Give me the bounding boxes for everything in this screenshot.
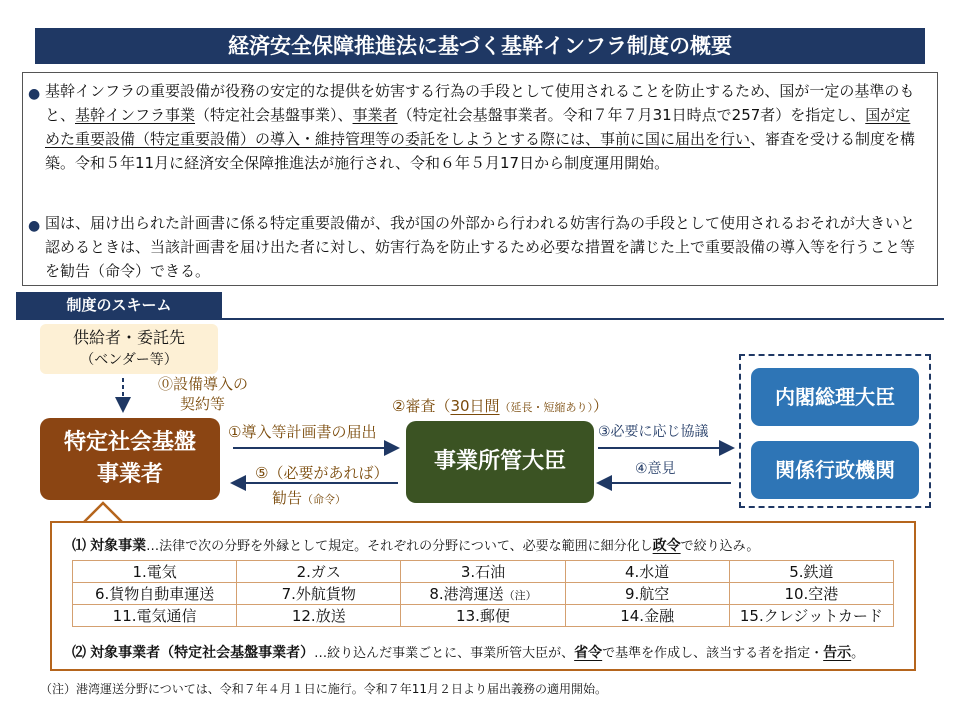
heading-2-underline-2: 告示 (823, 645, 852, 661)
table-cell: 1.電気 (73, 561, 237, 583)
scheme-label: 制度のスキーム (16, 292, 222, 318)
footnote: （注）港湾運送分野については、令和７年４月１日に施行。令和７年11月２日より届出義務の適用開始。 (40, 682, 608, 696)
table-cell: 6.貨物自動車運送 (73, 583, 237, 605)
step5-recommend: 勧告 (272, 489, 303, 507)
table-cell: 11.電気通信 (73, 605, 237, 627)
heading-2-text-end: 。 (851, 646, 865, 661)
table-row (73, 583, 894, 605)
summary-underline-text: 基幹インフラ事業 (75, 106, 196, 124)
operator-line1: 特定社会基盤 (63, 430, 196, 455)
summary-text: 基幹インフラの重要設備が役務の安定的な提供を妨害する行為の手段として使用されることを防止するため、国が一定の基準のもと、 (45, 82, 915, 124)
operator-box (40, 418, 220, 500)
table-cell: 15.クレジットカード (729, 605, 893, 627)
table-cell: 12.放送 (237, 605, 401, 627)
step5-label-line1: ⑤（必要があれば） (255, 464, 389, 482)
heading-1-title: 対象事業 (90, 538, 147, 554)
table-cell: 14.金融 (565, 605, 729, 627)
summary-underline-text: 事業者 (352, 106, 398, 124)
summary-underline-text: 国が定めた重要設備（特定重要設備）の導入・維持管理等の委託をしようとする際には、事前に国に届出を行い (45, 106, 911, 148)
contract-label-line1: ⓪設備導入の (158, 375, 249, 393)
heading-1-text: …法律で次の分野を外縁として規定。それぞれの分野について、必要な範囲に細分化し (146, 539, 653, 554)
heading-1-underline: 政令 (652, 538, 681, 554)
summary-text: 国は、届け出られた計画書に係る特定重要設備が、我が国の外部から行われる妨害行為の手段として使用されるおそれが大きいと認めるときは、当該計画書を届け出た者に対し、妨害行為を防止するため必要な措置を講じた上で重要設備の導入等を行うこと等を勧告（命令）できる。 (45, 214, 916, 280)
table-cell: 2.ガス (237, 561, 401, 583)
heading-2-num: ⑵ (72, 645, 86, 661)
targets-heading-2 (72, 642, 864, 662)
table-cell-port (401, 583, 565, 605)
step2-prefix: ②審査（ (392, 397, 451, 415)
summary-text: 、審査を受ける制度を構築。令和５年11月に経済安全保障推進法が施行され、令和６年５月17日から制度運用開始。 (45, 130, 916, 172)
table-cell: 9.航空 (565, 583, 729, 605)
contract-label-line2: 契約等 (180, 395, 226, 413)
summary-text: （特定社会基盤事業）、 (195, 106, 353, 124)
heading-2-text-mid: で基準を作成し、該当する者を指定・ (602, 646, 824, 661)
summary-text: （特定社会基盤事業者。令和７年７月31日時点で257者）を指定し、 (397, 106, 866, 124)
heading-1-num: ⑴ (72, 538, 86, 554)
bullet-icon: ● (28, 86, 41, 102)
step5-label-line2 (272, 487, 346, 508)
table-row (73, 605, 894, 627)
page-title: 経済安全保障推進法に基づく基幹インフラ制度の概要 (35, 28, 925, 64)
operator-line2: 事業者 (96, 462, 163, 487)
step4-label: ④意見 (635, 461, 676, 477)
step3-label: ③必要に応じ協議 (598, 424, 709, 440)
port-note-mark: （注） (503, 589, 537, 602)
table-cell: 7.外航貨物 (237, 583, 401, 605)
table-cell: 13.郵便 (401, 605, 565, 627)
step2-note: （延長・短縮あり） (499, 401, 594, 414)
step1-label: ①導入等計画書の届出 (228, 423, 377, 441)
heading-2-underline-1: 省令 (574, 645, 603, 661)
prime-minister-box: 内閣総理大臣 (751, 368, 919, 426)
heading-2-text: …絞り込んだ事業ごとに、事業所管大臣が、 (314, 646, 575, 661)
bullet-icon: ● (28, 218, 41, 234)
step2-label (392, 395, 608, 416)
table-cell: 3.石油 (401, 561, 565, 583)
table-cell: 5.鉄道 (729, 561, 893, 583)
vendor-subtitle: （ベンダー等） (80, 352, 178, 368)
step5-order: （命令） (302, 493, 347, 506)
table-cell: 10.空港 (729, 583, 893, 605)
targets-heading-1 (72, 535, 759, 555)
fields-table (72, 560, 894, 627)
step2-suffix: ） (593, 397, 609, 415)
table-row (73, 561, 894, 583)
heading-2-title: 対象事業者 (90, 645, 161, 661)
table-cell: 4.水道 (565, 561, 729, 583)
vendor-title: 供給者・委託先 (72, 328, 185, 347)
targets-box (50, 521, 916, 671)
contract-label (158, 374, 248, 414)
step2-days: 30日間 (450, 397, 500, 415)
heading-1-text-end: で絞り込み。 (680, 539, 760, 554)
agencies-box: 関係行政機関 (751, 441, 919, 499)
heading-2-sub: （特定社会基盤事業者） (160, 645, 315, 661)
table-cell-text: 8.港湾運送 (429, 585, 504, 603)
minister-box: 事業所管大臣 (406, 421, 594, 503)
